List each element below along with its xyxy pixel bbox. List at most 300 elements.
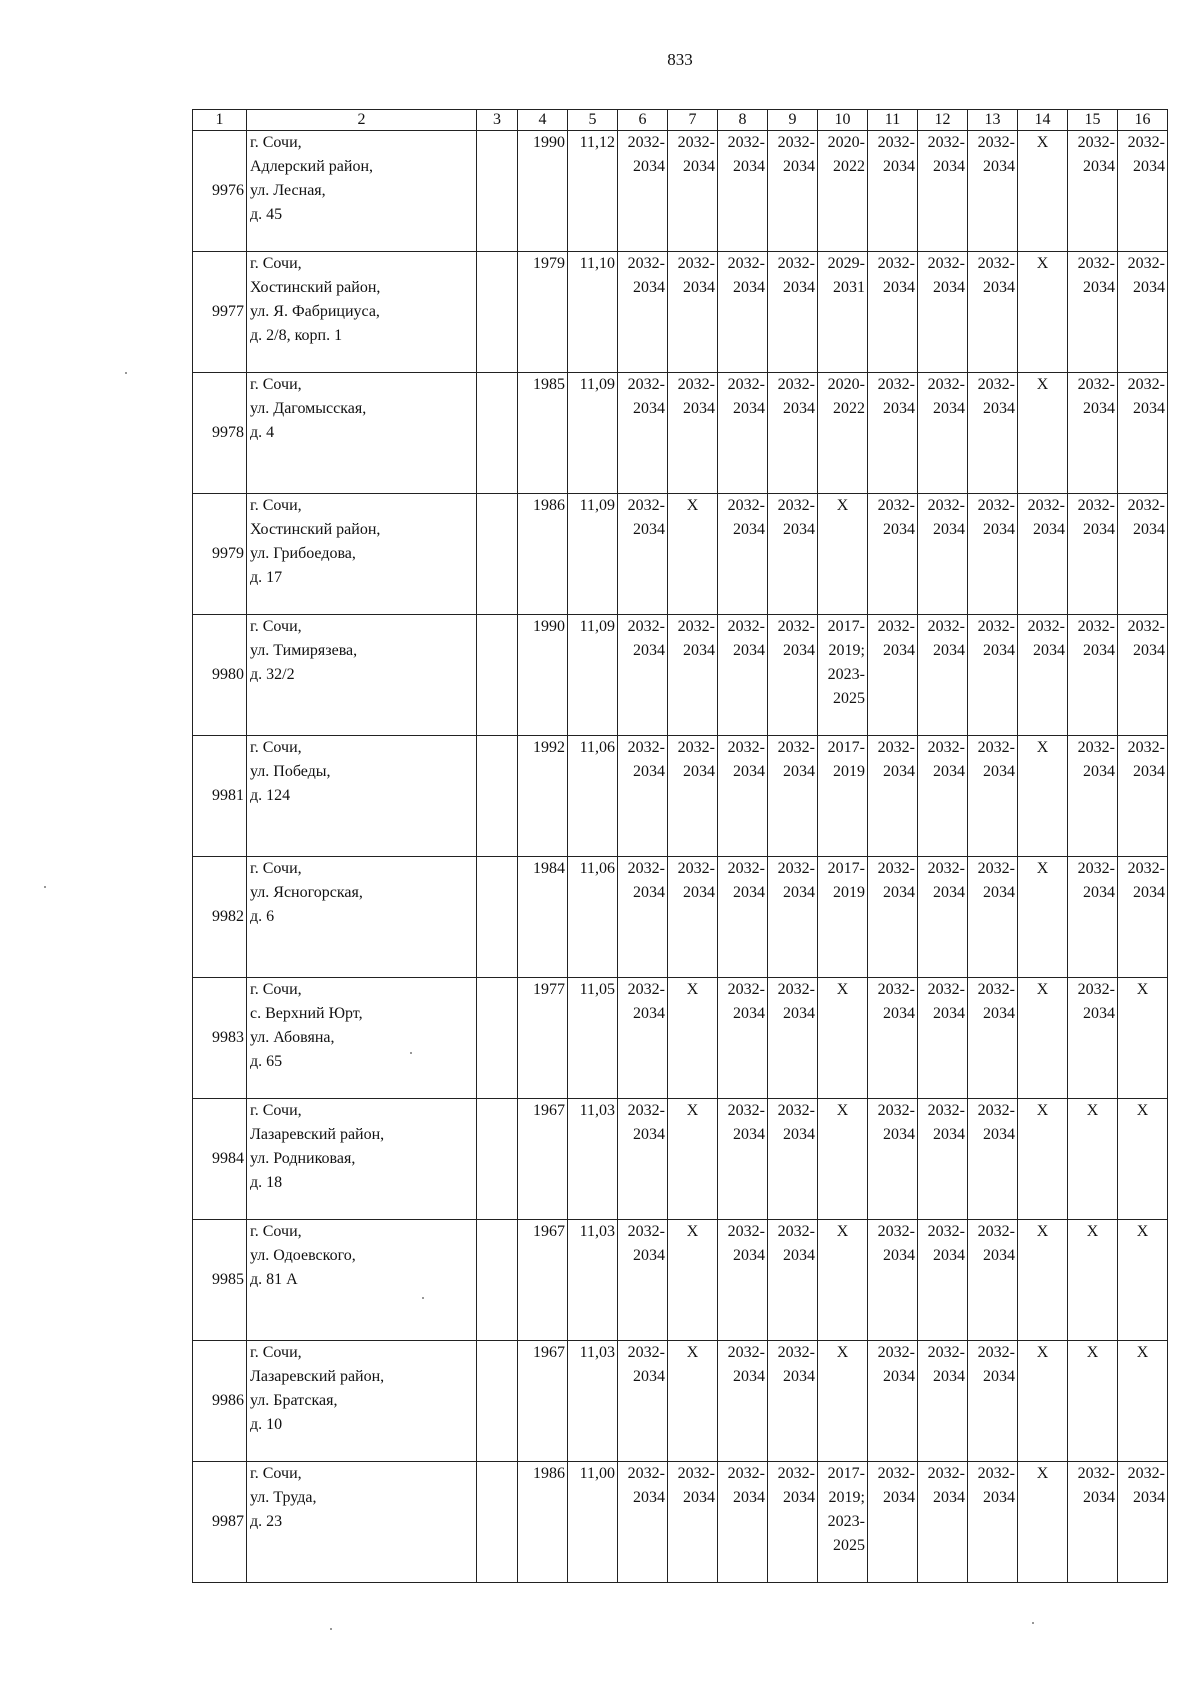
period-line: 2032- — [727, 255, 765, 272]
col5-value: 11,03 — [579, 1102, 615, 1119]
column-number-row — [193, 110, 1168, 131]
period-line: 2032- — [627, 981, 665, 998]
not-applicable-mark: Х — [1036, 1344, 1049, 1361]
period-line: 2032- — [877, 860, 915, 877]
period-line: 2034 — [733, 521, 765, 538]
col3-cell — [477, 736, 518, 857]
scan-speck — [330, 1628, 332, 1630]
period-cell-c6 — [618, 373, 668, 494]
address-line: ул. Труда, — [250, 1489, 317, 1506]
address-line: д. 4 — [250, 424, 275, 441]
period-line: 2032- — [627, 255, 665, 272]
period-line: 2034 — [733, 279, 765, 296]
period-cell-c14 — [1018, 252, 1068, 373]
period-line: 2034 — [633, 521, 665, 538]
period-line: 2032- — [877, 134, 915, 151]
period-cell-c10 — [818, 1099, 868, 1220]
address-cell — [247, 857, 477, 978]
period-line: 2034 — [1133, 763, 1165, 780]
address-cell — [247, 736, 477, 857]
row-number: 9981 — [193, 736, 247, 857]
period-line: 2032- — [777, 860, 815, 877]
column-number-4: 4 — [518, 110, 568, 131]
period-line: 2032- — [877, 1102, 915, 1119]
not-applicable-mark: Х — [1136, 981, 1149, 998]
col3-cell — [477, 1462, 518, 1583]
period-line: 2032- — [977, 739, 1015, 756]
col5-cell — [568, 615, 618, 736]
period-line: 2032- — [1077, 1465, 1115, 1482]
row-number: 9984 — [193, 1099, 247, 1220]
table-row — [193, 131, 1168, 252]
address-line: Хостинский район, — [250, 521, 381, 538]
period-line: 2034 — [933, 763, 965, 780]
period-cell-c7 — [668, 857, 718, 978]
period-cell-c16 — [1118, 1099, 1168, 1220]
row-number: 9986 — [193, 1341, 247, 1462]
period-line: 2032- — [1077, 376, 1115, 393]
scan-speck — [422, 1297, 424, 1299]
period-cell-c15 — [1068, 1099, 1118, 1220]
period-line: 2034 — [1083, 884, 1115, 901]
period-cell-c13 — [968, 1462, 1018, 1583]
period-line: 2034 — [783, 1489, 815, 1506]
period-line: 2032- — [977, 1344, 1015, 1361]
col3-cell — [477, 857, 518, 978]
period-line: 2032- — [927, 1102, 965, 1119]
period-cell-c7 — [668, 978, 718, 1099]
period-line: 2032- — [877, 739, 915, 756]
year-cell — [518, 857, 568, 978]
period-line: 2034 — [883, 279, 915, 296]
address-line: д. 23 — [250, 1513, 283, 1530]
not-applicable-mark: Х — [1086, 1344, 1099, 1361]
period-line: 2034 — [783, 1005, 815, 1022]
period-line: 2020- — [827, 134, 865, 151]
not-applicable-mark: Х — [1036, 255, 1049, 272]
col3-cell — [477, 615, 518, 736]
period-cell-c12 — [918, 857, 968, 978]
period-line: 2032- — [1027, 497, 1065, 514]
period-line: 2017- — [827, 1465, 865, 1482]
not-applicable-mark: Х — [836, 497, 849, 514]
period-line: 2032- — [727, 1102, 765, 1119]
year-cell — [518, 1341, 568, 1462]
address-cell — [247, 252, 477, 373]
col5-cell — [568, 1220, 618, 1341]
period-cell-c15 — [1068, 1341, 1118, 1462]
period-cell-c8 — [718, 1462, 768, 1583]
period-cell-c6 — [618, 736, 668, 857]
period-cell-c10 — [818, 494, 868, 615]
period-cell-c14 — [1018, 131, 1068, 252]
period-line: 2022 — [833, 400, 865, 417]
period-cell-c10 — [818, 1341, 868, 1462]
period-line: 2032- — [727, 618, 765, 635]
not-applicable-mark: Х — [686, 1102, 699, 1119]
period-line: 2032- — [877, 376, 915, 393]
period-cell-c13 — [968, 373, 1018, 494]
period-cell-c11 — [868, 736, 918, 857]
period-line: 2032- — [877, 618, 915, 635]
period-line: 2032- — [877, 497, 915, 514]
period-line: 2032- — [927, 1344, 965, 1361]
period-line: 2034 — [783, 400, 815, 417]
year-value: 1985 — [533, 376, 565, 393]
period-line: 2034 — [983, 1005, 1015, 1022]
year-value: 1977 — [533, 981, 565, 998]
period-line: 2025 — [833, 1537, 865, 1554]
period-line: 2034 — [1133, 521, 1165, 538]
row-number: 9983 — [193, 978, 247, 1099]
address-line: д. 2/8, корп. 1 — [250, 327, 343, 344]
column-number-2: 2 — [247, 110, 477, 131]
year-cell — [518, 131, 568, 252]
period-cell-c16 — [1118, 978, 1168, 1099]
period-cell-c6 — [618, 1099, 668, 1220]
period-line: 2034 — [933, 158, 965, 175]
period-cell-c8 — [718, 1220, 768, 1341]
period-cell-c14 — [1018, 736, 1068, 857]
period-line: 2032- — [677, 255, 715, 272]
address-cell — [247, 615, 477, 736]
address-cell — [247, 1220, 477, 1341]
period-cell-c9 — [768, 494, 818, 615]
period-line: 2034 — [983, 279, 1015, 296]
period-line: 2032- — [1077, 255, 1115, 272]
address-line: г. Сочи, — [250, 497, 302, 514]
period-line: 2034 — [933, 1005, 965, 1022]
period-cell-c6 — [618, 1341, 668, 1462]
period-line: 2034 — [933, 1368, 965, 1385]
period-line: 2034 — [933, 279, 965, 296]
period-line: 2034 — [733, 1247, 765, 1264]
period-line: 2032- — [677, 1465, 715, 1482]
period-line: 2032- — [1077, 739, 1115, 756]
period-line: 2032- — [627, 134, 665, 151]
period-line: 2034 — [983, 158, 1015, 175]
period-line: 2032- — [977, 1223, 1015, 1240]
period-cell-c13 — [968, 736, 1018, 857]
period-line: 2032- — [727, 376, 765, 393]
period-cell-c7 — [668, 1220, 718, 1341]
period-cell-c7 — [668, 252, 718, 373]
period-cell-c13 — [968, 131, 1018, 252]
period-line: 2032- — [777, 134, 815, 151]
period-cell-c9 — [768, 252, 818, 373]
address-line: д. 6 — [250, 908, 275, 925]
period-line: 2034 — [783, 158, 815, 175]
row-number: 9977 — [193, 252, 247, 373]
period-cell-c14 — [1018, 978, 1068, 1099]
period-cell-c15 — [1068, 978, 1118, 1099]
not-applicable-mark: Х — [686, 981, 699, 998]
period-line: 2034 — [883, 1247, 915, 1264]
scan-speck — [125, 372, 127, 374]
period-cell-c13 — [968, 615, 1018, 736]
address-line: ул. Я. Фабрициуса, — [250, 303, 380, 320]
period-line: 2031 — [833, 279, 865, 296]
period-line: 2032- — [877, 1223, 915, 1240]
period-cell-c15 — [1068, 1462, 1118, 1583]
period-line: 2032- — [727, 860, 765, 877]
address-line: г. Сочи, — [250, 860, 302, 877]
not-applicable-mark: Х — [1036, 981, 1049, 998]
period-cell-c13 — [968, 494, 1018, 615]
period-line: 2034 — [1083, 279, 1115, 296]
period-line: 2034 — [883, 642, 915, 659]
col5-value: 11,03 — [579, 1223, 615, 1240]
year-value: 1979 — [533, 255, 565, 272]
period-cell-c16 — [1118, 736, 1168, 857]
address-line: г. Сочи, — [250, 255, 302, 272]
year-cell — [518, 736, 568, 857]
table-row — [193, 252, 1168, 373]
period-line: 2034 — [633, 763, 665, 780]
row-number: 9976 — [193, 131, 247, 252]
period-line: 2034 — [983, 1247, 1015, 1264]
period-line: 2034 — [933, 1489, 965, 1506]
period-line: 2032- — [677, 860, 715, 877]
period-line: 2034 — [883, 400, 915, 417]
period-cell-c15 — [1068, 494, 1118, 615]
column-number-6: 6 — [618, 110, 668, 131]
year-cell — [518, 373, 568, 494]
period-line: 2034 — [983, 521, 1015, 538]
not-applicable-mark: Х — [1136, 1102, 1149, 1119]
period-line: 2034 — [633, 1126, 665, 1143]
period-cell-c7 — [668, 1341, 718, 1462]
period-line: 2032- — [627, 1102, 665, 1119]
period-line: 2032- — [977, 376, 1015, 393]
period-line: 2034 — [1083, 642, 1115, 659]
period-line: 2032- — [727, 739, 765, 756]
period-cell-c16 — [1118, 131, 1168, 252]
scan-speck — [410, 1052, 412, 1054]
col5-cell — [568, 1462, 618, 1583]
row-number: 9979 — [193, 494, 247, 615]
period-cell-c11 — [868, 373, 918, 494]
column-number-9: 9 — [768, 110, 818, 131]
period-line: 2032- — [1077, 134, 1115, 151]
address-line: ул. Дагомысская, — [250, 400, 367, 417]
period-cell-c12 — [918, 615, 968, 736]
period-line: 2019 — [833, 884, 865, 901]
address-line: д. 81 А — [250, 1271, 298, 1288]
period-line: 2034 — [683, 1489, 715, 1506]
col3-cell — [477, 978, 518, 1099]
period-line: 2017- — [827, 860, 865, 877]
col5-value: 11,09 — [579, 376, 615, 393]
period-cell-c6 — [618, 252, 668, 373]
period-line: 2034 — [1133, 279, 1165, 296]
period-line: 2032- — [777, 376, 815, 393]
period-line: 2034 — [1033, 521, 1065, 538]
address-line: г. Сочи, — [250, 618, 302, 635]
year-value: 1967 — [533, 1223, 565, 1240]
period-cell-c14 — [1018, 615, 1068, 736]
period-line: 2032- — [927, 255, 965, 272]
period-line: 2032- — [727, 1344, 765, 1361]
period-cell-c8 — [718, 615, 768, 736]
period-cell-c7 — [668, 494, 718, 615]
period-cell-c11 — [868, 1462, 918, 1583]
period-line: 2017- — [827, 618, 865, 635]
period-line: 2034 — [1033, 642, 1065, 659]
period-cell-c8 — [718, 857, 768, 978]
period-cell-c8 — [718, 252, 768, 373]
period-line: 2032- — [1077, 497, 1115, 514]
period-line: 2032- — [977, 1465, 1015, 1482]
col5-value: 11,06 — [579, 739, 615, 756]
period-cell-c16 — [1118, 857, 1168, 978]
period-line: 2034 — [933, 1247, 965, 1264]
col3-cell — [477, 373, 518, 494]
period-cell-c9 — [768, 131, 818, 252]
period-cell-c10 — [818, 736, 868, 857]
period-cell-c10 — [818, 1220, 868, 1341]
period-line: 2034 — [1133, 158, 1165, 175]
address-line: д. 10 — [250, 1416, 283, 1433]
col5-cell — [568, 252, 618, 373]
address-cell — [247, 1341, 477, 1462]
period-line: 2032- — [1077, 860, 1115, 877]
address-line: ул. Абовяна, — [250, 1029, 335, 1046]
period-line: 2034 — [883, 884, 915, 901]
period-line: 2032- — [977, 981, 1015, 998]
table-row — [193, 736, 1168, 857]
year-value: 1986 — [533, 1465, 565, 1482]
address-line: г. Сочи, — [250, 134, 302, 151]
period-cell-c10 — [818, 373, 868, 494]
year-cell — [518, 1220, 568, 1341]
period-cell-c9 — [768, 1341, 818, 1462]
period-line: 2034 — [733, 400, 765, 417]
period-line: 2017- — [827, 739, 865, 756]
col3-cell — [477, 131, 518, 252]
address-line: д. 17 — [250, 569, 283, 586]
period-line: 2032- — [627, 739, 665, 756]
period-line: 2034 — [983, 763, 1015, 780]
not-applicable-mark: Х — [1086, 1223, 1099, 1240]
period-line: 2034 — [883, 763, 915, 780]
period-line: 2034 — [783, 1247, 815, 1264]
period-line: 2032- — [627, 1344, 665, 1361]
period-cell-c16 — [1118, 615, 1168, 736]
address-line: г. Сочи, — [250, 981, 302, 998]
period-line: 2032- — [877, 981, 915, 998]
period-cell-c6 — [618, 131, 668, 252]
period-line: 2034 — [633, 1247, 665, 1264]
period-cell-c15 — [1068, 857, 1118, 978]
period-line: 2032- — [1077, 981, 1115, 998]
address-line: Лазаревский район, — [250, 1368, 385, 1385]
period-line: 2032- — [1127, 497, 1165, 514]
period-cell-c16 — [1118, 1462, 1168, 1583]
column-number-16: 16 — [1118, 110, 1168, 131]
period-cell-c13 — [968, 857, 1018, 978]
period-cell-c14 — [1018, 373, 1068, 494]
scan-speck — [44, 886, 46, 888]
period-cell-c10 — [818, 131, 868, 252]
col3-cell — [477, 1220, 518, 1341]
period-cell-c13 — [968, 1220, 1018, 1341]
period-cell-c12 — [918, 978, 968, 1099]
period-line: 2034 — [733, 1368, 765, 1385]
period-cell-c12 — [918, 373, 968, 494]
not-applicable-mark: Х — [1136, 1344, 1149, 1361]
year-value: 1967 — [533, 1344, 565, 1361]
period-cell-c8 — [718, 494, 768, 615]
col3-cell — [477, 252, 518, 373]
period-cell-c12 — [918, 252, 968, 373]
period-line: 2034 — [783, 763, 815, 780]
period-line: 2025 — [833, 690, 865, 707]
period-cell-c9 — [768, 1099, 818, 1220]
period-cell-c14 — [1018, 1220, 1068, 1341]
period-line: 2034 — [983, 642, 1015, 659]
period-cell-c10 — [818, 252, 868, 373]
period-cell-c6 — [618, 857, 668, 978]
period-cell-c14 — [1018, 1341, 1068, 1462]
year-cell — [518, 494, 568, 615]
col3-cell — [477, 1099, 518, 1220]
col5-value: 11,09 — [579, 497, 615, 514]
period-line: 2032- — [977, 1102, 1015, 1119]
period-line: 2032- — [927, 376, 965, 393]
period-line: 2032- — [877, 255, 915, 272]
col5-cell — [568, 736, 618, 857]
period-line: 2034 — [1133, 400, 1165, 417]
period-cell-c12 — [918, 1341, 968, 1462]
period-cell-c8 — [718, 1099, 768, 1220]
period-cell-c16 — [1118, 1341, 1168, 1462]
period-line: 2032- — [777, 1102, 815, 1119]
period-line: 2032- — [677, 739, 715, 756]
period-line: 2032- — [627, 618, 665, 635]
col5-value: 11,00 — [579, 1465, 615, 1482]
col5-cell — [568, 857, 618, 978]
period-line: 2032- — [977, 618, 1015, 635]
period-line: 2032- — [927, 497, 965, 514]
period-line: 2034 — [883, 1005, 915, 1022]
period-line: 2019; — [828, 642, 865, 659]
row-number: 9982 — [193, 857, 247, 978]
period-cell-c8 — [718, 978, 768, 1099]
period-cell-c16 — [1118, 494, 1168, 615]
period-line: 2032- — [777, 1465, 815, 1482]
period-cell-c11 — [868, 494, 918, 615]
table-row — [193, 373, 1168, 494]
col5-cell — [568, 1341, 618, 1462]
period-cell-c12 — [918, 736, 968, 857]
period-cell-c7 — [668, 615, 718, 736]
period-cell-c11 — [868, 131, 918, 252]
not-applicable-mark: Х — [836, 1344, 849, 1361]
year-value: 1990 — [533, 134, 565, 151]
period-line: 2034 — [933, 400, 965, 417]
period-cell-c15 — [1068, 131, 1118, 252]
period-line: 2034 — [683, 884, 715, 901]
period-line: 2032- — [627, 376, 665, 393]
period-line: 2032- — [927, 618, 965, 635]
period-line: 2032- — [627, 1223, 665, 1240]
not-applicable-mark: Х — [686, 1223, 699, 1240]
period-cell-c14 — [1018, 494, 1068, 615]
period-cell-c11 — [868, 1341, 918, 1462]
year-cell — [518, 615, 568, 736]
period-line: 2032- — [927, 1465, 965, 1482]
